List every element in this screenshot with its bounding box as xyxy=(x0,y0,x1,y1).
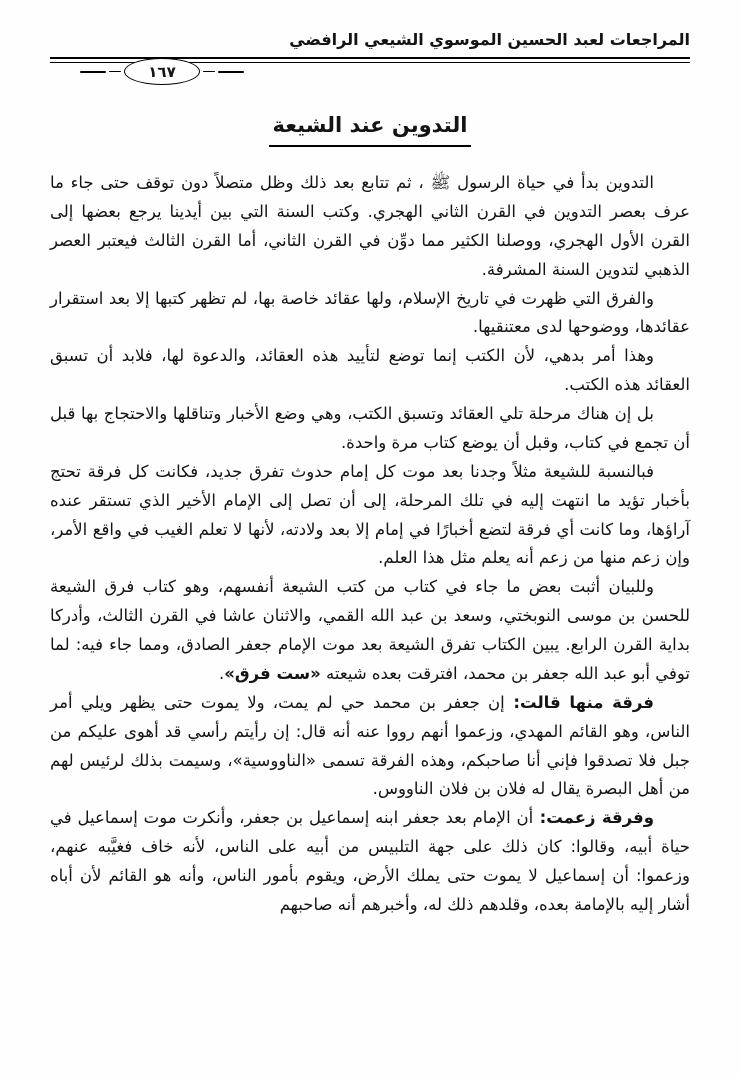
paragraph-1 xyxy=(50,169,690,285)
paragraph-7 xyxy=(50,689,690,805)
ornament-flourish-icon xyxy=(109,71,121,73)
page-number: ١٦٧ xyxy=(124,58,200,85)
paragraph-4 xyxy=(50,400,690,458)
paragraph-text: والفرق التي ظهرت في تاريخ الإسلام، ولها عقائد خاصة بها، لم تظهر كتبها إلا بعد استقرار عقائدها، ووضوحها لدى معتنقيها. xyxy=(50,288,690,337)
paragraph-text: التدوين بدأ في حياة الرسول ﷺ ، ثم تتابع بعد ذلك وظل متصلاً دون توقف حتى جاء ما عرف بعصر التدوين في القرن الثاني الهجري. وكتب السنة التي بين أيدينا يرجع بعضها إلى القرن الأول الهجري، ووصلنا الكثير مما دوِّن في القرن الثاني، أما القرن الثالث فيعتبر العصر الذهبي لتدوين السنة المشرفة. xyxy=(50,173,690,279)
paragraph-3 xyxy=(50,342,690,400)
paragraph-2 xyxy=(50,285,690,343)
book-title: المراجعات لعبد الحسين الموسوي الشيعي الرافضي xyxy=(289,30,690,49)
paragraph-lead: فرقة منها قالت: xyxy=(504,692,654,712)
page-number-ornament xyxy=(80,58,244,85)
paragraph-text: بل إن هناك مرحلة تلي العقائد وتسبق الكتب، وهي وضع الأخبار وتناقلها والاحتجاج بها قبل أن تجمع في كتاب، وقبل أن يوضع كتاب مرة واحدة. xyxy=(50,404,690,452)
paragraph-6 xyxy=(50,573,690,689)
paragraph-lead: وفرقة زعمت: xyxy=(533,808,654,828)
ornament-flourish-icon xyxy=(218,71,244,73)
paragraph-text: فبالنسبة للشيعة مثلاً وجدنا بعد موت كل إمام حدوث تفرق جديد، فكانت كل فرقة تحتج بأخبار تؤيد ما انتهت إليه في تلك المرحلة، إلى أن تصل إلى الإمام الأخير الذي تستقر عنده آراؤها، وما كانت أي فرقة لتضع أخبارًا في إمام إلا بعد ولادته، لأنها لا تعلم الغيب في واقع الأمر، وإن زعم منها من زعم أنه يعلم مثل هذا العلم. xyxy=(50,461,690,568)
chapter-heading: التدوين عند الشيعة xyxy=(269,113,472,147)
paragraph-text: وللبيان أثبت بعض ما جاء في كتاب من كتب الشيعة أنفسهم، وهو كتاب فرق الشيعة للحسن بن موسى النوبختي، وسعد بن عبد الله القمي، والاثنان عاشا في القرن الثالث، وأدركا بداية القرن الرابع. يبين الكتاب تفرق الشيعة بعد موت الإمام جعفر الصادق، ومما جاء فيه: لما توفي أبو عبد الله جعفر بن محمد، افترقت بعده شيعته xyxy=(50,577,690,683)
paragraph-8 xyxy=(50,804,690,920)
chapter-heading-wrap xyxy=(50,113,690,147)
ornament-flourish-icon xyxy=(80,71,106,73)
ornament-flourish-icon xyxy=(203,71,215,73)
paragraph-text: . xyxy=(218,663,225,683)
body-text xyxy=(50,169,690,920)
paragraph-text: إن جعفر بن محمد حي لم يمت، ولا يموت حتى يظهر ويلي أمر الناس، وهو القائم المهدي، وزعموا أنهم رووا عنه أنه قال: إن رأيتم رأسي قد أهوى عليكم من جبل فلا تصدقوا فإني أنا صاحبكم، وهذه الفرقة تسمى «الناووسية»، وسيمت بذلك لرئيس لهم من أهل البصرة يقال له فلان بن فلان الناووس. xyxy=(50,692,690,799)
bold-phrase: «ست فرق» xyxy=(224,663,321,683)
paragraph-text: وهذا أمر بدهي، لأن الكتب إنما توضع لتأييد هذه العقائد، والدعوة لها، فلابد أن تسبق العقائد هذه الكتب. xyxy=(50,346,690,395)
page-header xyxy=(50,30,690,81)
paragraph-5 xyxy=(50,458,690,574)
paragraph-text: أن الإمام بعد جعفر ابنه إسماعيل بن جعفر، وأنكرت موت إسماعيل في حياة أبيه، وقالوا: كان ذلك على جهة التلبيس من أبيه على الناس، لأنه خاف فغيَّبه عنهم، وزعموا: أن إسماعيل لا يموت حتى يملك الأرض، ويقوم بأمور الناس، وأنه هو القائم لأن أباه أشار إليه بالإمامة بعده، وقلدهم ذلك له، وأخبرهم أنه صاحبهم xyxy=(50,808,690,914)
